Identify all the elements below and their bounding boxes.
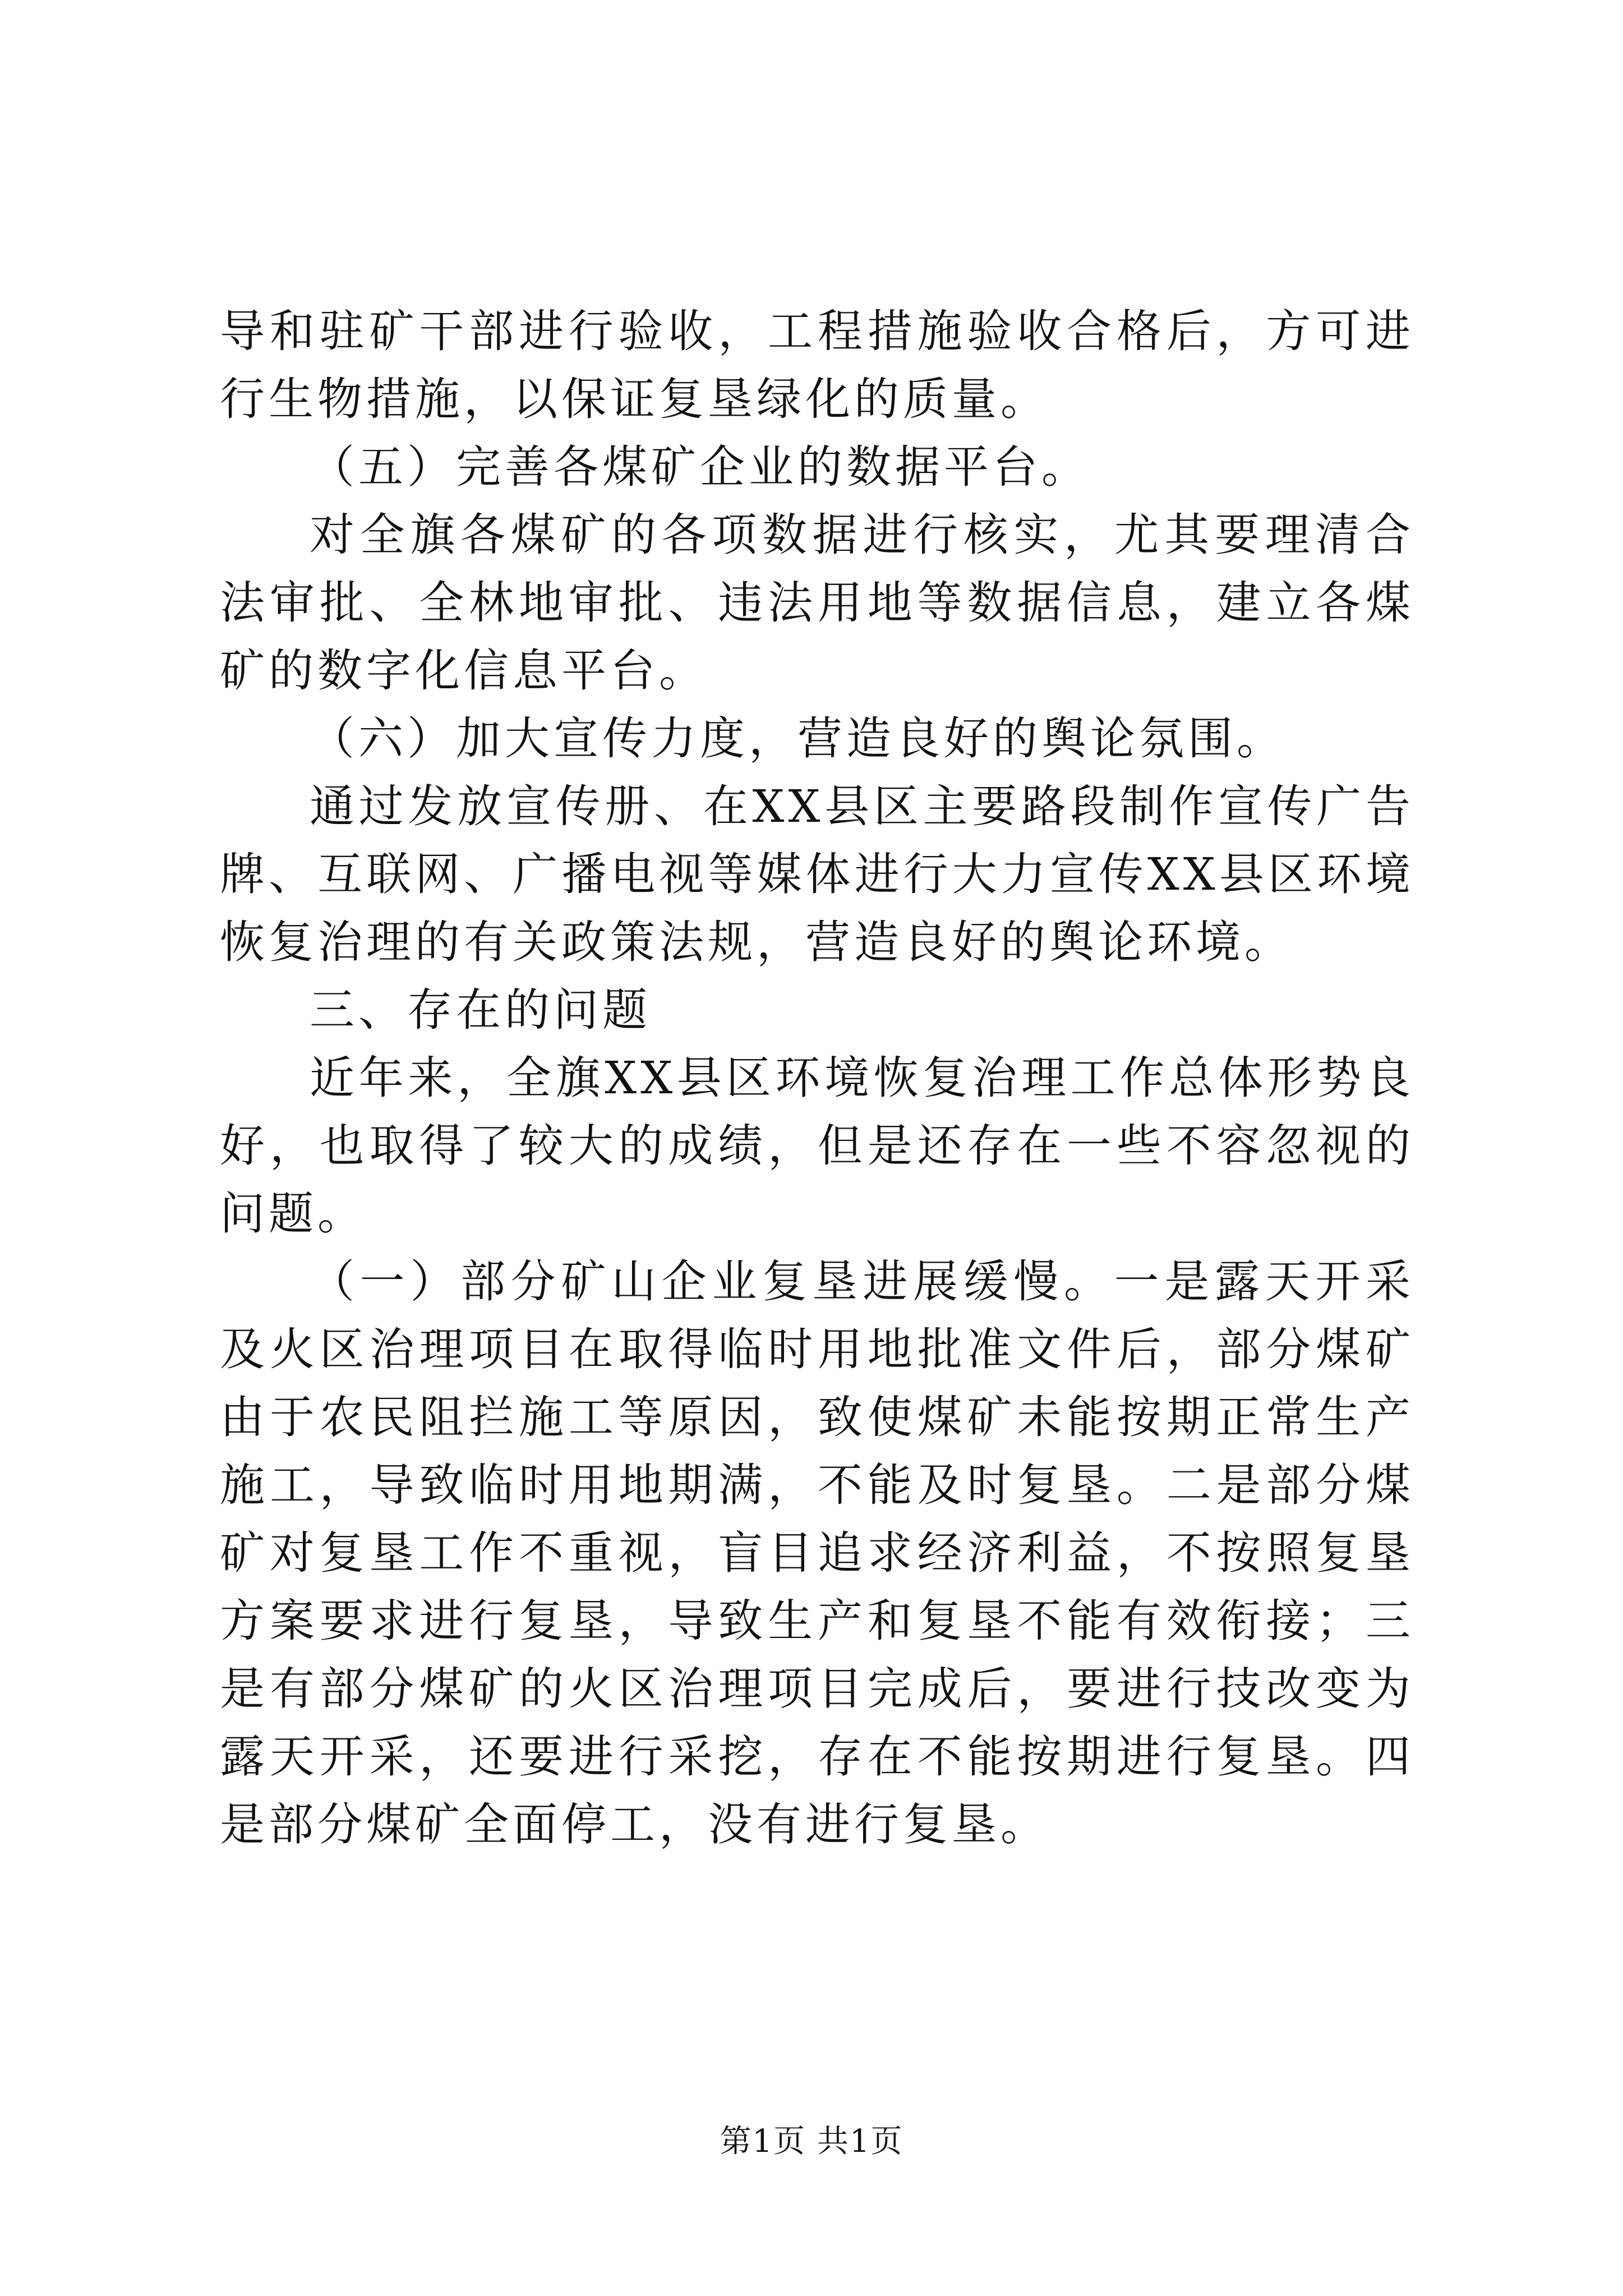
paragraph-heading-6: （六）加大宣传力度，营造良好的舆论氛围。 [310,712,1285,765]
document-body [220,297,1414,1858]
paragraph-8: （一）部分矿山企业复垦进展缓慢。一是露天开采及火区治理项目在取得临时用地批准文件后，部分煤矿由于农民阻拦施工等原因，致使煤矿未能按期正常生产施工，导致临时用地期满，不能及时复垦。二是部分煤矿对复垦工作不重视，盲目追求经济利益，不按照复垦方案要求进行复垦，导致生产和复垦不能有效衔接；三是有部分煤矿的火区治理项目完成后，要进行技改变为露天开采，还要进行采挖，存在不能按期进行复垦。四是部分煤矿全面停工，没有进行复垦。 [220,1255,1414,1851]
paragraph-heading-5: （五）完善各煤矿企业的数据平台。 [310,441,1090,493]
paragraph-7: 近年来，全旗XX县区环境恢复治理工作总体形势良好，也取得了较大的成绩，但是还存在一些不容忽视的问题。 [220,1052,1414,1240]
paragraph-1: 导和驻矿干部进行验收，工程措施验收合格后，方可进行生物措施，以保证复垦绿化的质量。 [220,305,1414,425]
paragraph-3: 对全旗各煤矿的各项数据进行核实，尤其要理清合法审批、全林地审批、违法用地等数据信息，建立各煤矿的数字化信息平台。 [220,509,1414,697]
section-heading-problems: 三、存在的问题 [310,984,651,1036]
paragraph-5: 通过发放宣传册、在XX县区主要路段制作宣传广告牌、互联网、广播电视等媒体进行大力宣传XX县区环境恢复治理的有关政策法规，营造良好的舆论环境。 [220,780,1414,968]
page-footer: 第1页 共1页 [720,2123,903,2160]
